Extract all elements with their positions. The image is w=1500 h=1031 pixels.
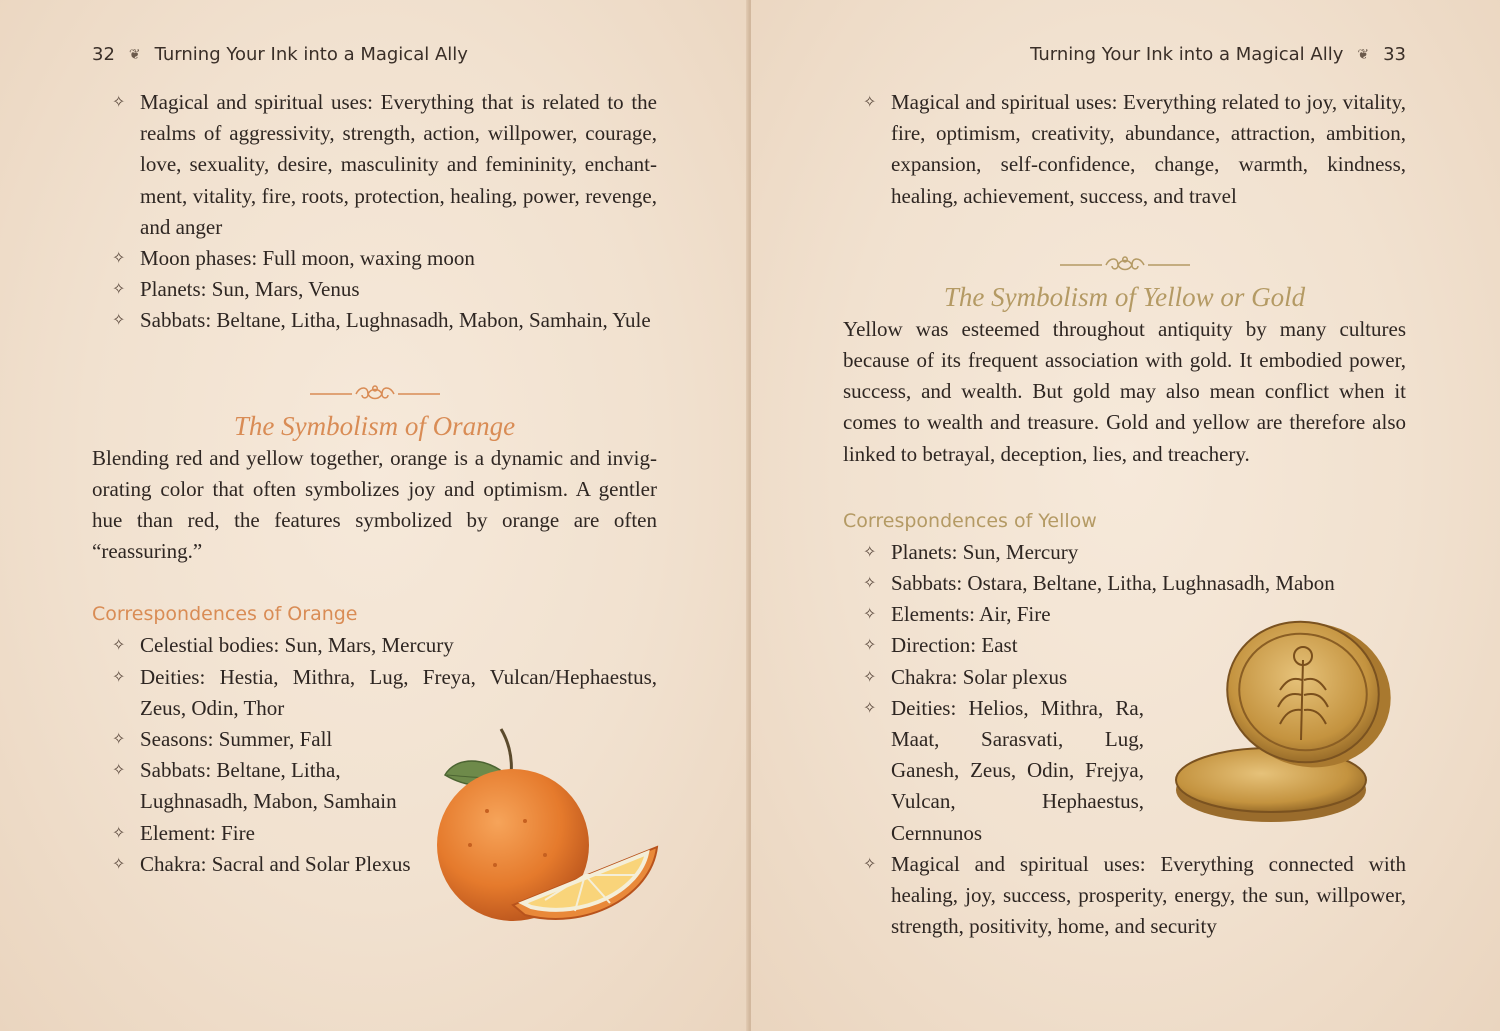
list-item: ✧ Elements: Air, Fire: [843, 599, 1406, 630]
fleuron-sparkle-icon: ✧: [863, 855, 877, 873]
fleuron-sparkle-icon: ✧: [112, 731, 126, 749]
fleuron-sparkle-icon: ✧: [863, 543, 877, 561]
right-page: [751, 0, 1500, 1031]
section-body-orange: Blending red and yellow together, orange is a dynamic and invigorating color that often symbolizes joy and optimism. A gentler hue than red, the features symbolized by orange are often “reassuring.”: [92, 445, 657, 564]
list-item: ✧ Sabbats: Beltane, Litha, Lughnasadh, Mabon, Samhain: [92, 755, 657, 817]
fleuron-sparkle-icon: ✧: [112, 762, 126, 780]
gold-coins-illustration: [1171, 620, 1416, 825]
list-item: ✧ Sabbats: Ostara, Beltane, Litha, Lughnasadh, Mabon: [843, 568, 1406, 599]
running-head-title: Turning Your Ink into a Magical Ally: [154, 44, 468, 65]
list-item: ✧ Moon phases: Full moon, waxing moon: [92, 243, 657, 274]
orange-fruit-illustration: [425, 725, 665, 935]
running-head-title: Turning Your Ink into a Magical Ally: [1030, 44, 1344, 65]
list-item: ✧ Magical and spiritual uses: Everything that is related to the realms of aggressivity, strength, action, willpower, courage, love, sexuality, desire, masculinity and femininity, enchantment, vitality, fire, roots, protection, healing, power, revenge, and anger: [92, 87, 657, 243]
page-number: 33: [1383, 44, 1406, 65]
list-item: ✧ Celestial bodies: Sun, Mars, Mercury: [92, 630, 657, 661]
list-item: ✧ Planets: Sun, Mercury: [843, 537, 1406, 568]
fleuron-sparkle-icon: ✧: [112, 281, 126, 299]
list-item: ✧ Magical and spiritual uses: Everything related to joy, vitality, fire, optimism, creativity, abundance, attraction, ambition, expansion, self-confidence, change, warmth, kindness, healing, achievement, success, and travel: [843, 87, 1406, 212]
fleuron-sparkle-icon: ✧: [112, 94, 126, 111]
fleuron-sparkle-icon: ✧: [112, 824, 126, 842]
section-title-yellow: The Symbolism of Yellow or Gold: [943, 281, 1306, 312]
fleuron-sparkle-icon: ✧: [112, 668, 126, 686]
list-item: ✧ Element: Fire: [92, 818, 657, 849]
fleuron-sparkle-icon: ✧: [112, 855, 126, 873]
fleuron-sparkle-icon: ✧: [863, 606, 877, 624]
list-item: ✧ Chakra: Sacral and Solar Plexus: [92, 849, 657, 880]
running-head-right: [1030, 44, 1406, 65]
correspondences-heading-orange: Correspondences of Orange: [92, 603, 358, 626]
red-bullet-list: [92, 87, 657, 337]
list-item: ✧ Seasons: Summer, Fall: [92, 724, 657, 755]
list-item: ✧ Direction: East: [843, 630, 1406, 661]
running-head-left: [92, 44, 468, 65]
page-number: 32: [92, 44, 115, 65]
fleuron-sparkle-icon: ✧: [863, 575, 877, 593]
list-item: ✧ Deities: Helios, Mithra, Ra, Maat, Sarasvati, Lug, Ganesh, Zeus, Odin, Frejya, Vulcan, Hephaestus, Cernnunos: [843, 693, 1406, 849]
section-body-yellow: Yellow was esteemed throughout antiquity by many cultures because of its frequent association with gold. It embodied power, success, and wealth. But gold may also mean conflict when it comes to wealth and treasure. Gold and yellow are therefore also linked to betrayal, deception, lies, and treachery.: [843, 316, 1406, 466]
fleuron-sparkle-icon: ✧: [863, 94, 877, 111]
scroll-ornament-icon: [92, 379, 657, 409]
sprig-icon: ❦: [128, 46, 141, 63]
list-item: ✧ Deities: Hestia, Mithra, Lug, Freya, Vulcan/Hephaestus, Zeus, Odin, Thor: [92, 662, 657, 724]
left-page: [0, 0, 749, 1031]
list-item: ✧ Chakra: Solar plexus: [843, 662, 1406, 693]
sprig-icon: ❦: [1357, 46, 1370, 63]
list-item: ✧ Planets: Sun, Mars, Venus: [92, 274, 657, 305]
correspondences-heading-yellow: Correspondences of Yellow: [843, 509, 1097, 532]
fleuron-sparkle-icon: ✧: [112, 250, 126, 268]
scroll-ornament-icon: [843, 250, 1406, 280]
list-item: ✧ Sabbats: Beltane, Litha, Lughnasadh, Mabon, Samhain, Yule: [92, 305, 657, 336]
fleuron-sparkle-icon: ✧: [863, 637, 877, 655]
fleuron-sparkle-icon: ✧: [863, 699, 877, 717]
orange-uses-list: [843, 87, 1406, 212]
list-item: ✧ Magical and spiritual uses: Everything connected with healing, joy, success, prosperity, energy, the sun, willpower, strength, positivity, home, and security: [843, 849, 1406, 943]
fleuron-sparkle-icon: ✧: [863, 668, 877, 686]
section-title-orange: The Symbolism of Orange: [233, 410, 516, 441]
fleuron-sparkle-icon: ✧: [112, 637, 126, 655]
fleuron-sparkle-icon: ✧: [112, 312, 126, 330]
